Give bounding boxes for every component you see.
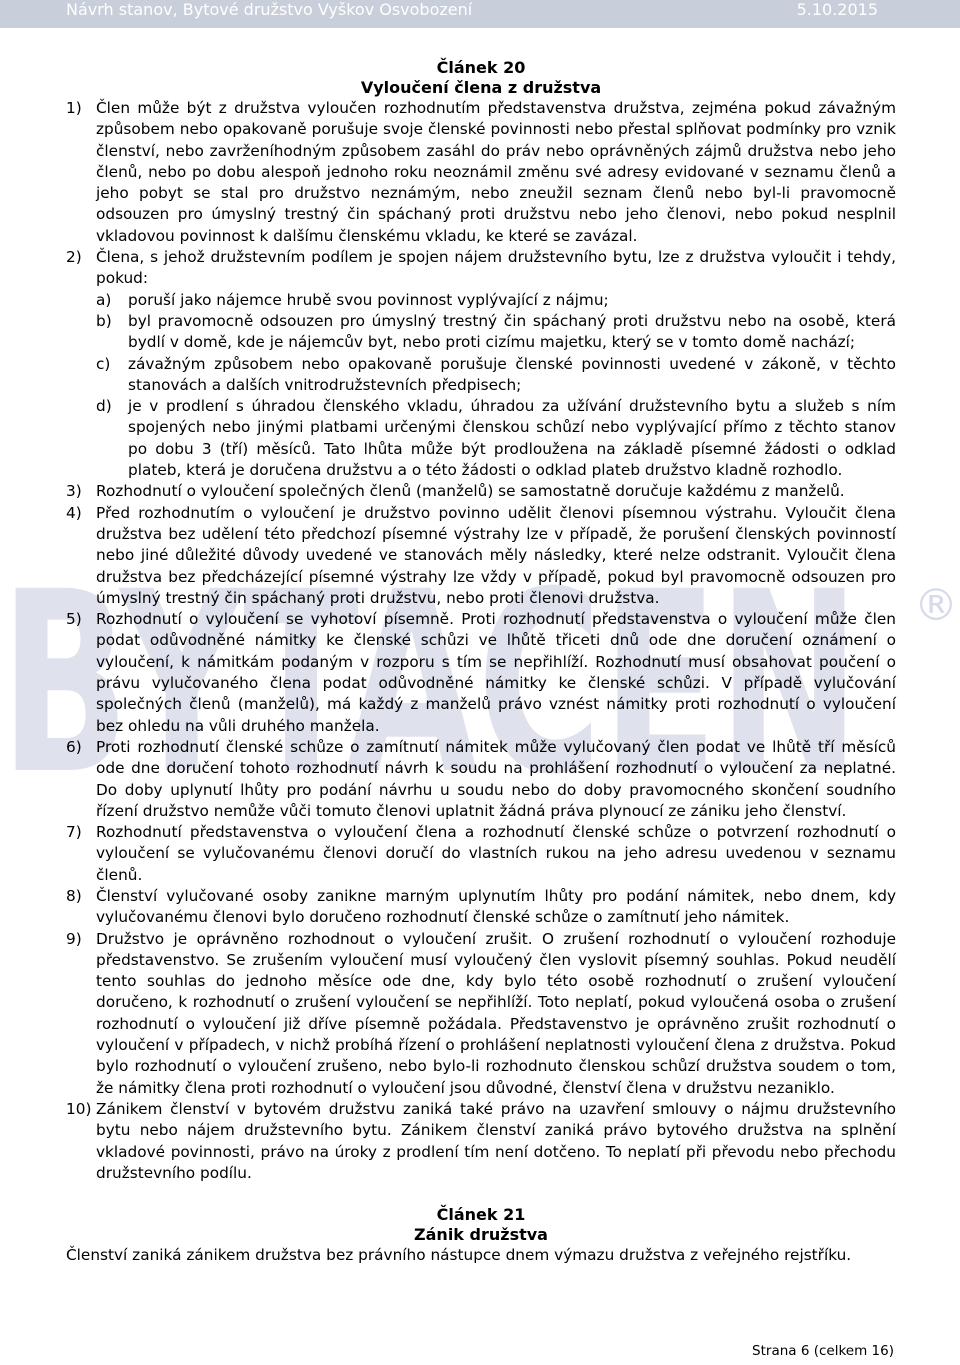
- sub-list-item: [96, 290, 896, 311]
- sub-list-item-letter: c): [96, 354, 111, 373]
- list-item-body: [96, 886, 896, 929]
- list-item: [66, 609, 896, 737]
- list-item-text: Rozhodnutí o vyloučení se vyhotoví písemně. Proti rozhodnutí představenstva o vyloučení může člen podat odůvodněné námitky ke členské schůzi ve lhůtě třiceti dnů ode dne doručení oznámení o vyloučení, k námitkám podaným v rozporu s tím se nepřihlíží. Rozhodnutí musí obsahovat poučení o právu vylučovaného člena podat odůvodněné námitky ke členské schůzi. V případě vylučování společných členů (manželů), má každý z manželů právo vznést námitky proti rozhodnutí o vyloučení bez ohledu na vůli druhého manžela.: [96, 610, 896, 735]
- list-item-text: Zánikem členství v bytovém družstvu zaniká také právo na uzavření smlouvy o nájmu družstevního bytu nebo nájem družstevního bytu. Zánikem členství zaniká právo bytového družstva na splnění vkladové povinnosti, právo na úroky z prodlení tím není dotčeno. To neplatí při převodu nebo přechodu družstevního podílu.: [96, 1099, 896, 1182]
- list-item: [66, 822, 896, 886]
- list-item-number: 2): [66, 248, 82, 267]
- list-item-number: 7): [66, 823, 82, 842]
- list-item-text: Člen může být z družstva vyloučen rozhodnutím představenstva družstva, zejména pokud závažným způsobem nebo opakovaně porušuje svoje členské povinnosti nebo přestal splňovat podmínky pro vznik členství, nebo zavrženíhodným způsobem zasáhl do práv nebo oprávněných zájmů družstva nebo jeho členů, nebo po dobu alespoň jednoho roku neoznámil změnu své adresy evidované v seznamu členů a jeho pobyt se stal pro družstvo neznámým, nebo zneužil seznam členů nebo byl-li pravomocně odsouzen pro úmyslný trestný čin spáchaný proti družstvu nebo jeho členovi, nebo pokud nesplnil vkladovou povinnost k dalšímu členskému vkladu, ke které se zavázal.: [96, 99, 896, 245]
- list-item-text: Rozhodnutí představenstva o vyloučení člena a rozhodnutí členské schůze o potvrzení rozhodnutí o vyloučení se vylučovanému členovi doručí do vlastních rukou na jeho adresu uvedenou v seznamu členů.: [96, 823, 896, 884]
- page-number: Strana 6 (celkem 16): [752, 1343, 894, 1359]
- list-item-body: [96, 503, 896, 609]
- list-item: [66, 247, 896, 481]
- list-item-number: 5): [66, 610, 82, 629]
- list-item: [66, 737, 896, 822]
- list-item: [66, 503, 896, 609]
- list-item-body: [96, 481, 896, 502]
- list-item-text: Člena, s jehož družstevním podílem je spojen nájem družstevního bytu, lze z družstva vyloučit i tehdy, pokud:: [96, 248, 896, 288]
- list-item: [66, 886, 896, 929]
- list-item-body: [96, 822, 896, 886]
- list-item-body: [96, 929, 896, 1099]
- list-item: [66, 481, 896, 502]
- list-item-body: [96, 1099, 896, 1184]
- watermark-text: BYTACEN: [0, 560, 860, 800]
- sub-list-item-letter: a): [96, 290, 112, 309]
- list-item: [66, 98, 896, 247]
- list-item-number: 6): [66, 737, 82, 756]
- list-item-number: 8): [66, 886, 82, 905]
- list-item-body: [96, 737, 896, 822]
- sub-list-item: [96, 354, 896, 397]
- list-item: [66, 929, 896, 1099]
- sub-list-item-letter: b): [96, 311, 112, 330]
- document-date: 5.10.2015: [796, 0, 878, 19]
- sub-list-item-text: závažným způsobem nebo opakovaně porušuje členské povinnosti uvedené v zákoně, v těchto stanovách a dalších vnitrodružstevních předpisech;: [128, 354, 896, 394]
- sub-list-item-letter: d): [96, 397, 112, 416]
- sub-list-item-text: je v prodlení s úhradou členského vkladu, úhradou za užívání družstevního bytu a služeb s ním spojených nebo jinými platbami určenými členskou schůzí nebo vyplývající přímo z těchto stanov po dobu 3 (tří) měsíců. Tato lhůta může být prodloužena na základě písemné žádosti o odklad plateb, která je doručena družstvu a o této žádosti o odklad plateb družstvo kladně rozhodlo.: [128, 397, 896, 480]
- document-header: [0, 0, 960, 28]
- article-21-number: Článek 21: [436, 1205, 526, 1225]
- list-item-number: 3): [66, 482, 82, 501]
- list-item-text: Rozhodnutí o vyloučení společných členů (manželů) se samostatně doručuje každému z manželů.: [96, 482, 845, 501]
- list-item-number: 9): [66, 929, 82, 948]
- article-21-title: Zánik družstva: [414, 1225, 548, 1245]
- list-item-body: [96, 609, 896, 737]
- list-item-text: Družstvo je oprávněno rozhodnout o vyloučení zrušit. O zrušení rozhodnutí o vyloučení rozhoduje představenstvo. Se zrušením vyloučení musí vyloučený člen vyslovit písemný souhlas. Pokud neudělí tento souhlas do jednoho měsíce ode dne, kdy bylo této osobě rozhodnutí o zrušení vyloučení doručeno, k rozhodnutí o zrušení vyloučení se nepřihlíží. Toto neplatí, pokud vyloučená osoba o zrušení rozhodnutí o vyloučení již dříve písemně požádala. Představenstvo je oprávněno zrušit rozhodnutí o vyloučení v případech, v nichž probíhá řízení o prohlášení neplatnosti vyloučení člena z družstva. Pokud bylo rozhodnutí o vyloučení zrušeno, nebo bylo-li rozhodnuto členskou schůzí družstva soudem o tom, že námitky člena proti rozhodnutí o vyloučení jsou důvodné, členství člena v družstvu nezaniklo.: [96, 929, 896, 1097]
- registered-mark-icon: ®: [914, 580, 958, 631]
- list-item-text: Před rozhodnutím o vyloučení je družstvo povinno udělit členovi písemnou výstrahu. Vyloučit člena družstva bez udělení této předchozí písemné výstrahy lze v případě, že porušení členských povinností nebo jiné důležité důvody uvedené ve stanovách měly následky, které nelze odstranit. Vyloučit člena družstva bez předcházející písemné výstrahy lze vždy v případě, pokud byl pravomocně odsouzen pro úmyslný trestný čin spáchaný proti družstvu, nebo proti členovi družstva.: [96, 503, 896, 607]
- sub-list-item-text: byl pravomocně odsouzen pro úmyslný trestný čin spáchaný proti družstvu nebo na osobě, která bydlí v domě, kde je nájemcův byt, nebo proti cizímu majetku, který se v tomto domě nachází;: [128, 311, 896, 352]
- article-20-items: [66, 98, 896, 1184]
- list-item-body: [96, 247, 896, 481]
- list-item-text: Proti rozhodnutí členské schůze o zamítnutí námitek může vylučovaný člen podat ve lhůtě tří měsíců ode dne doručení tohoto rozhodnutí návrh k soudu na prohlášení rozhodnutí o vyloučení za neplatné. Do doby uplynutí lhůty pro podání návrhu u soudu nebo do doby pravomocného skončení soudního řízení družstvo nemůže vůči tomuto členovi uplatnit žádná práva plynoucí ze zániku jeho členství.: [96, 737, 896, 820]
- list-item-text: Členství vylučované osoby zanikne marným uplynutím lhůty pro podání námitek, nebo dnem, kdy vylučovanému členovi bylo doručeno rozhodnutí členské schůze o zamítnutí jeho námitek.: [96, 886, 896, 927]
- list-item: [66, 1099, 896, 1184]
- document-title: Návrh stanov, Bytové družstvo Vyškov Osvobození: [66, 0, 473, 19]
- article-21-text: Členství zaniká zánikem družstva bez právního nástupce dnem výmazu družstva z veřejného rejstříku.: [66, 1246, 852, 1265]
- list-item-number: 4): [66, 503, 82, 522]
- list-item-number: 1): [66, 99, 82, 117]
- list-item-body: [96, 98, 896, 247]
- article-20-title: Vyloučení člena z družstva: [360, 78, 602, 97]
- list-item-number: 10): [66, 1099, 92, 1118]
- sub-list-item: [96, 311, 896, 354]
- article-20-number: Článek 20: [436, 58, 526, 77]
- sub-list-item-text: poruší jako nájemce hrubě svou povinnost vyplývající z nájmu;: [128, 290, 609, 309]
- document-body: [66, 58, 896, 1266]
- sub-list-item: [96, 396, 896, 481]
